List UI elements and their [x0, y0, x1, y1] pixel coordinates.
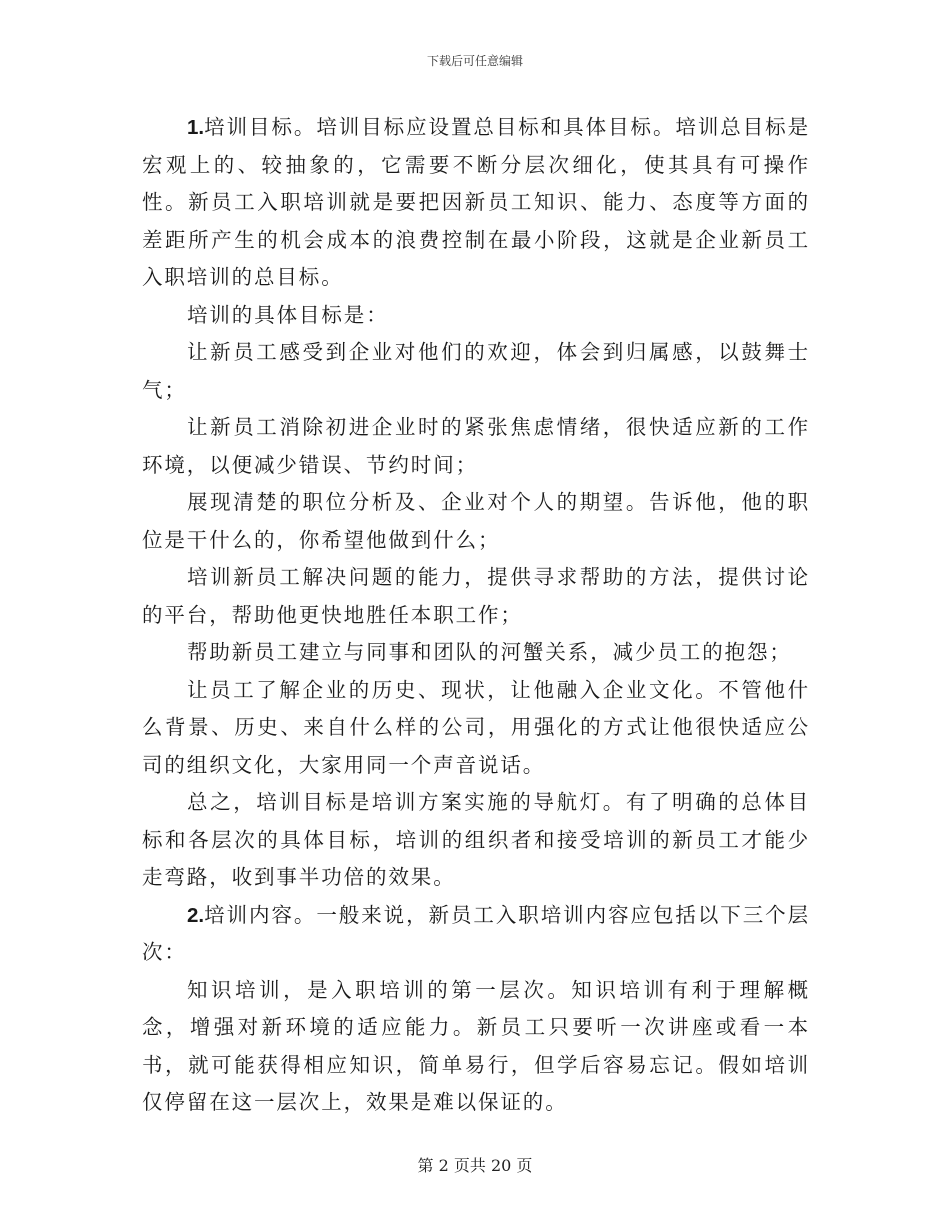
paragraph-text: 总之，培训目标是培训方案实施的导航灯。有了明确的总体目标和各层次的具体目标，培训的组织者和接受培训的新员工才能少走弯路，收到事半功倍的效果。	[142, 790, 810, 889]
page-number: 第 2 页共 20 页	[417, 1156, 533, 1175]
paragraph-text: 知识培训，是入职培训的第一层次。知识培训有利于理解概念，增强对新环境的适应能力。新员工只要听一次讲座或看一本书，就可能获得相应知识，简单易行，但学后容易忘记。假如培训仅停留在这一层次上，效果是难以保证的。	[142, 977, 810, 1114]
paragraph-text: 培训目标。培训目标应设置总目标和具体目标。培训总目标是宏观上的、较抽象的，它需要不断分层次细化，使其具有可操作性。新员工入职培训就是要把因新员工知识、能力、态度等方面的差距所产生的机会成本的浪费控制在最小阶段，这就是企业新员工入职培训的总目标。	[142, 115, 810, 289]
paragraph-text: 培训的具体目标是：	[187, 302, 389, 327]
paragraph-goals	[142, 109, 810, 297]
paragraph-goal-item	[142, 672, 810, 785]
paragraph-text: 让新员工感受到企业对他们的欢迎，体会到归属感，以鼓舞士气；	[142, 340, 810, 402]
paragraph-goal-item	[142, 334, 810, 409]
paragraph-text: 让员工了解企业的历史、现状，让他融入企业文化。不管他什么背景、历史、来自什么样的公司，用强化的方式让他很快适应公司的组织文化，大家用同一个声音说话。	[142, 677, 810, 777]
paragraph-text: 培训内容。一般来说，新员工入职培训内容应包括以下三个层次：	[142, 902, 810, 964]
paragraph-text: 帮助新员工建立与同事和团队的河蟹关系，减少员工的抱怨；	[187, 640, 792, 664]
paragraph-knowledge-training	[142, 972, 810, 1122]
document-body	[142, 109, 810, 1122]
paragraph-goal-item	[142, 484, 810, 559]
paragraph-text: 让新员工消除初进企业时的紧张焦虑情绪，很快适应新的工作环境，以便减少错误、节约时间；	[142, 415, 810, 477]
paragraph-text: 展现清楚的职位分析及、企业对个人的期望。告诉他，他的职位是干什么的，你希望他做到什么；	[142, 490, 810, 552]
paragraph-text: 培训新员工解决问题的能力，提供寻求帮助的方法，提供讨论的平台，帮助他更快地胜任本职工作；	[142, 565, 810, 627]
section-number: 1.	[187, 116, 205, 139]
paragraph-goal-item	[142, 409, 810, 484]
paragraph-goal-item	[142, 559, 810, 634]
page-header: 下载后可任意编辑	[426, 54, 523, 68]
paragraph-goal-item	[142, 634, 810, 672]
paragraph-specific-goals-intro	[142, 297, 810, 335]
paragraph-summary	[142, 784, 810, 897]
section-number: 2.	[187, 903, 205, 927]
paragraph-content	[142, 897, 810, 972]
